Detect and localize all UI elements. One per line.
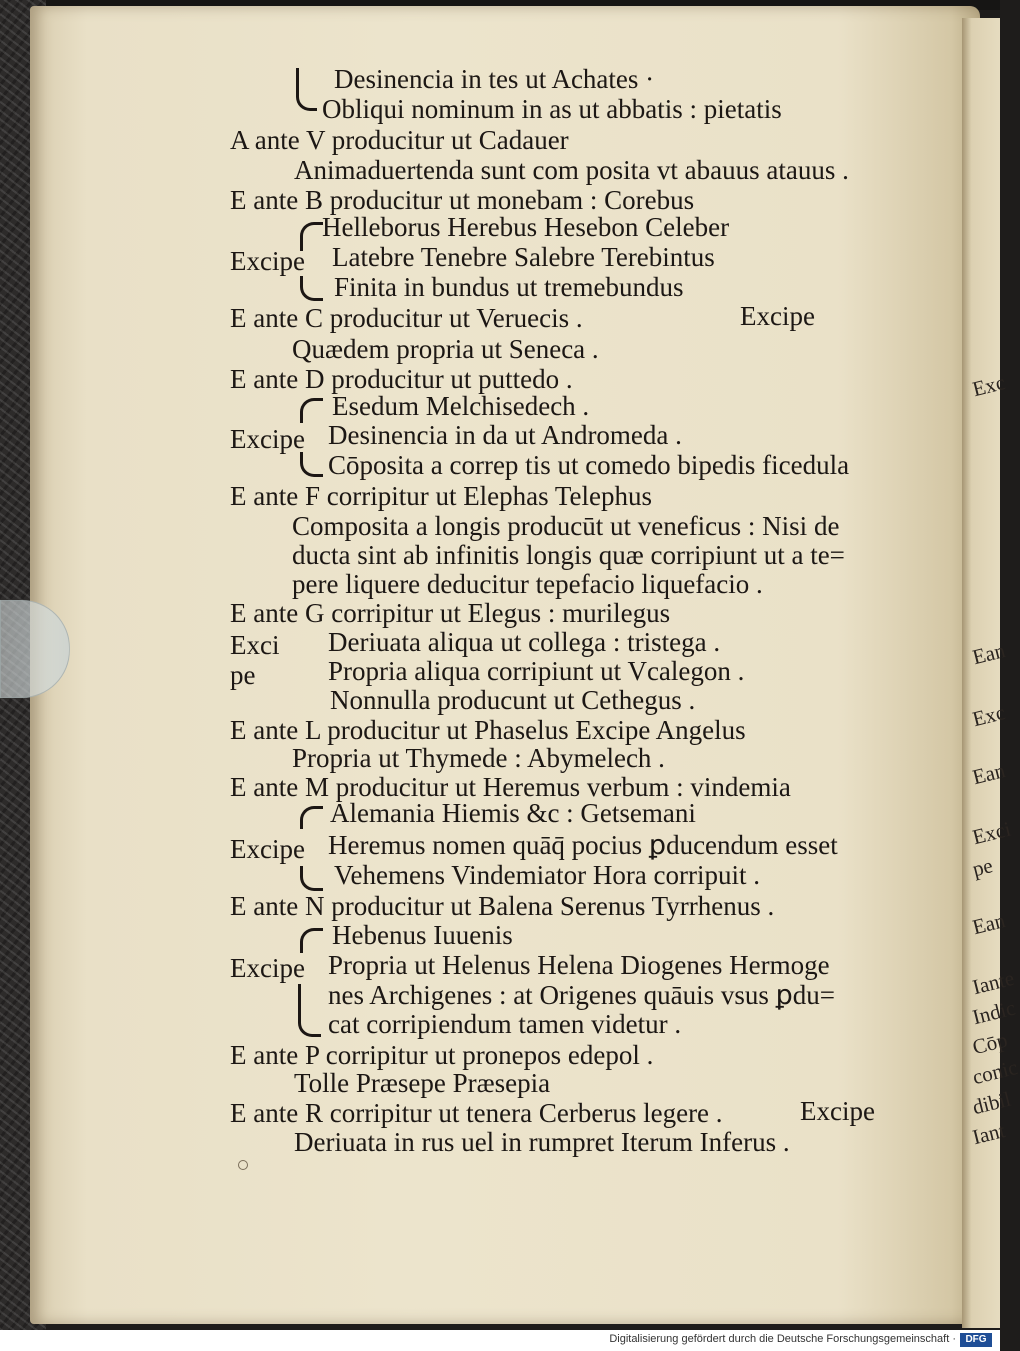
facing-fragment: Iant xyxy=(970,1118,1008,1150)
facing-fragment: Iante xyxy=(970,965,1017,1000)
text-line: Animaduertenda sunt com posita vt abauus atauus . xyxy=(294,155,849,185)
text-line: Propria aliqua corripiunt ut Vcalegon . xyxy=(328,656,745,686)
facing-fragment: pe xyxy=(970,853,996,882)
text-line: Esedum Melchisedech . xyxy=(332,391,590,421)
text-line: Cōposita a correp tis ut comedo bipedis ficedula xyxy=(328,450,850,480)
facing-fragment: Cōp xyxy=(970,1027,1010,1060)
text-line: E ante C producitur ut Veruecis . xyxy=(230,303,583,333)
text-line: Propria ut Thymede : Abymelech . xyxy=(292,743,665,773)
excipe-label: pe xyxy=(230,660,256,690)
text-line: nes Archigenes : at Origenes quāuis vsus ꝑdu= xyxy=(328,980,836,1010)
excipe-label: Excipe xyxy=(800,1096,875,1126)
text-line: Tolle Præsepe Præsepia xyxy=(294,1068,551,1098)
facing-fragment: dibil xyxy=(970,1086,1014,1120)
brace-top xyxy=(300,928,323,953)
brace-top xyxy=(300,806,323,829)
dfg-logo: DFG xyxy=(960,1333,992,1347)
text-line: Desinencia in tes ut Achates · xyxy=(334,64,655,94)
brace xyxy=(296,68,317,111)
text-line: E ante N producitur ut Balena Serenus Tyrrhenus . xyxy=(230,891,775,921)
brace-top xyxy=(300,398,323,423)
facing-fragment: Ean xyxy=(970,908,1008,940)
text-line: E ante R corripitur ut tenera Cerberus legere . xyxy=(230,1098,723,1128)
text-line: Latebre Tenebre Salebre Terebintus xyxy=(332,242,715,272)
excipe-label: Excipe xyxy=(740,301,815,331)
text-line: Alemania Hiemis &c : Getsemani xyxy=(330,798,696,828)
text-line: Deriuata aliqua ut collega : tristega . xyxy=(328,627,721,657)
text-line: Obliqui nominum in as ut abbatis : pietatis xyxy=(322,94,782,124)
text-line: Desinencia in da ut Andromeda . xyxy=(328,420,682,450)
facing-fragment: Ean xyxy=(970,638,1008,670)
facing-fragment: Ean xyxy=(970,758,1008,790)
excipe-label: Excipe xyxy=(230,424,305,454)
brace-bottom xyxy=(298,984,321,1037)
text-line: E ante M producitur ut Heremus verbum : vindemia xyxy=(230,772,791,802)
facing-page-edge xyxy=(962,18,1020,1328)
facing-fragment: Exci xyxy=(970,816,1014,850)
text-line: A ante V producitur ut Cadauer xyxy=(230,125,569,155)
ink-mark xyxy=(238,1160,248,1170)
excipe-label: Excipe xyxy=(230,834,305,864)
funding-credit: Digitalisierung gefördert durch die Deutsche Forschungsgemeinschaft · xyxy=(609,1333,956,1345)
text-line: cat corripiendum tamen videtur . xyxy=(328,1009,682,1039)
excipe-label: Excipe xyxy=(230,246,305,276)
text-line: E ante F corripitur ut Elephas Telephus xyxy=(230,481,653,511)
text-line: E ante B producitur ut monebam : Corebus xyxy=(230,185,695,215)
text-line: Nonnulla producunt ut Cethegus . xyxy=(330,685,696,715)
facing-fragment: conic xyxy=(970,1054,1020,1090)
text-line: Propria ut Helenus Helena Diogenes Hermoge xyxy=(328,950,830,980)
facing-fragment: Indic xyxy=(970,995,1018,1030)
text-line: Finita in bundus ut tremebundus xyxy=(334,272,684,302)
text-line: Heremus nomen quāq̄ pocius ꝑducendum esset xyxy=(328,830,838,860)
footer-bar xyxy=(0,1330,1000,1351)
text-line: Quædem propria ut Seneca . xyxy=(292,334,599,364)
text-line: Vehemens Vindemiator Hora corripuit . xyxy=(334,860,761,890)
excipe-label: Excipe xyxy=(230,953,305,983)
text-line: pere liquere deducitur tepefacio liquefacio . xyxy=(292,569,763,599)
text-line: Hebenus Iuuenis xyxy=(332,920,513,950)
text-line: Deriuata in rus uel in rumpret Iterum Inferus . xyxy=(294,1127,790,1157)
text-line: Helleborus Herebus Hesebon Celeber xyxy=(322,212,730,242)
text-line: E ante G corripitur ut Elegus : murilegus xyxy=(230,598,671,628)
text-line: Composita a longis producūt ut veneficus : Nisi de xyxy=(292,511,840,541)
excipe-label: Exci xyxy=(230,630,280,660)
text-line: E ante P corripitur ut pronepos edepol . xyxy=(230,1040,654,1070)
facing-fragment: Exc xyxy=(970,700,1008,732)
text-line: E ante L producitur ut Phaselus Excipe Angelus xyxy=(230,715,746,745)
text-line: E ante D producitur ut puttedo . xyxy=(230,364,573,394)
text-line: ducta sint ab infinitis longis quæ corripiunt ut a te= xyxy=(292,540,845,570)
facing-fragment: Exc xyxy=(970,370,1008,402)
